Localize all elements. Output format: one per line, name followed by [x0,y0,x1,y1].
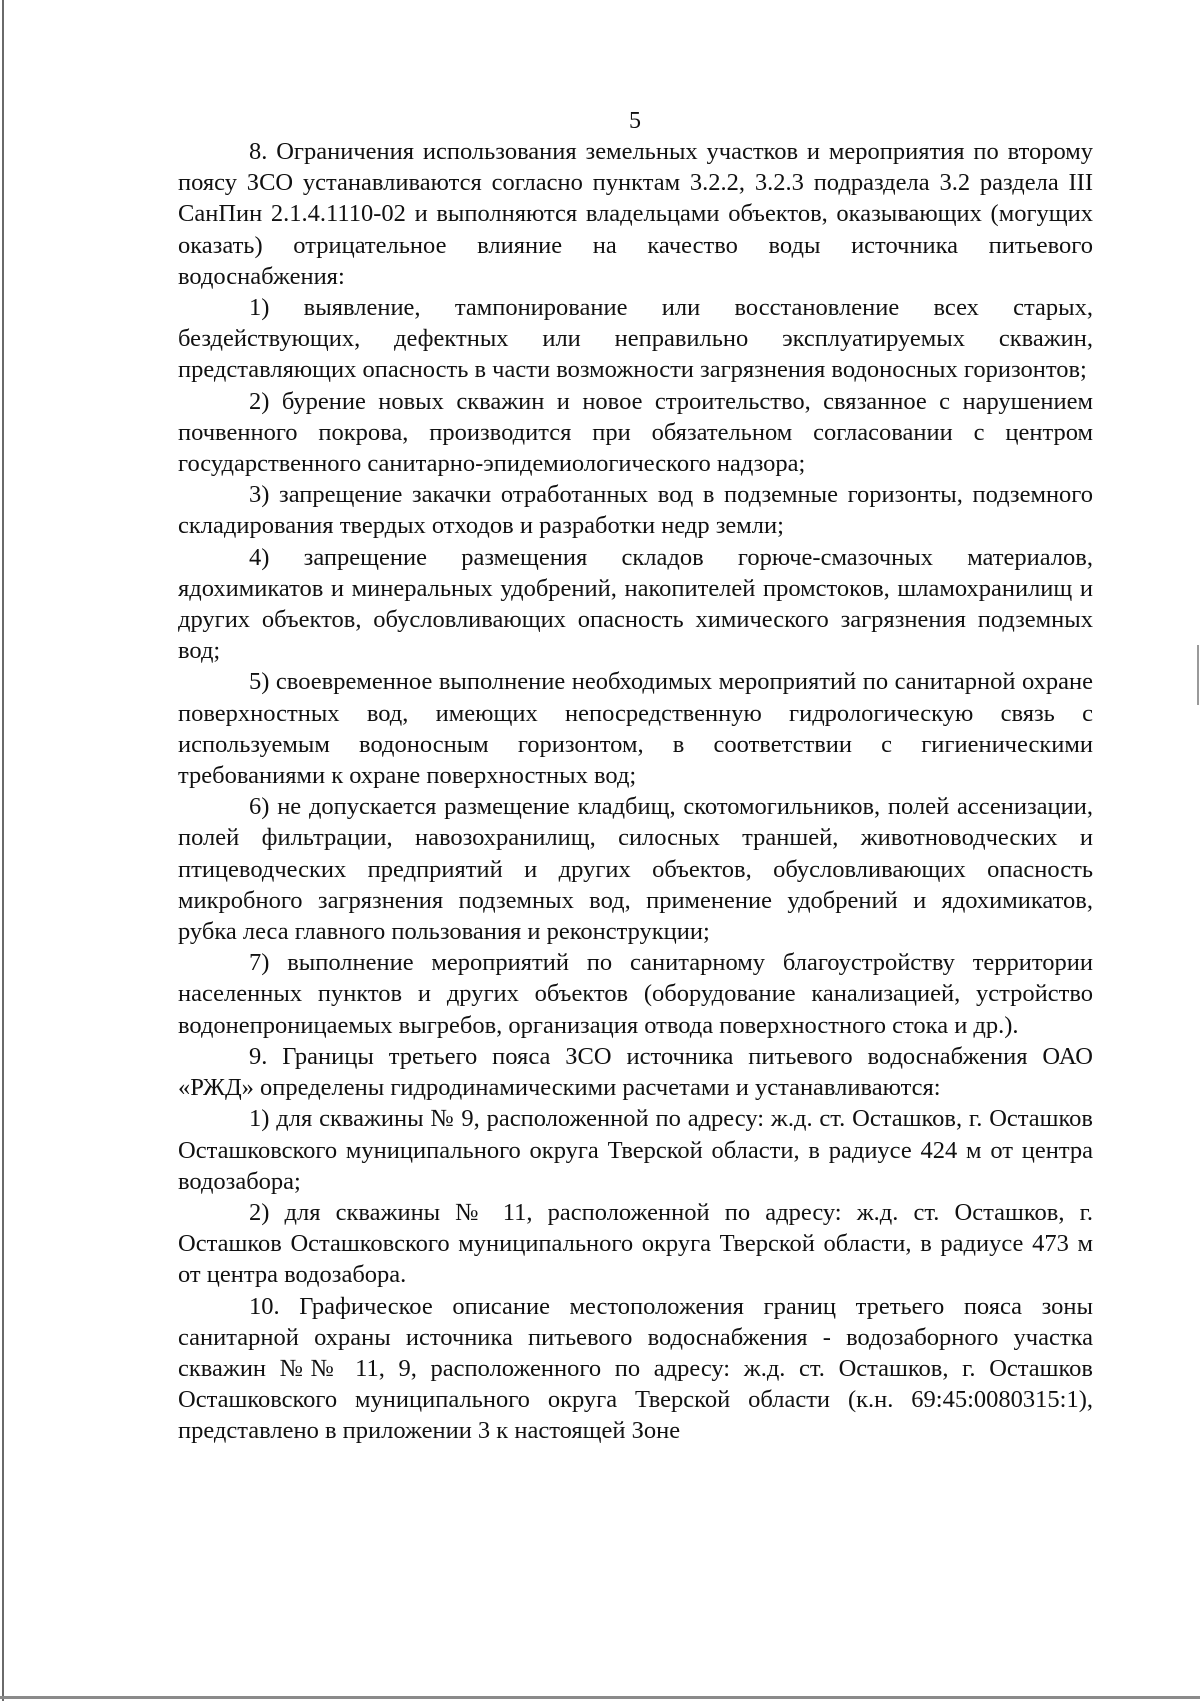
paragraph-subitem-8-1: 1) выявление, тампонирование или восстановление всех старых, бездействующих, дефектных или неправильно эксплуатируемых скважин, представляющих опасность в части возможности загрязнения водоносных горизонтов; [178,294,1093,384]
paragraph-item-8: 8. Ограничения использования земельных участков и мероприятия по второму поясу ЗСО устанавливаются согласно пунктам 3.2.2, 3.2.3 подраздела 3.2 раздела III СанПин 2.1.4.1110-02 и выполняются владельцами объектов, оказывающих (могущих оказать) отрицательное влияние на качество воды источника питьевого водоснабжения: [178,138,1093,290]
paragraph-subitem-8-4: 4) запрещение размещения складов горюче-смазочных материалов, ядохимикатов и минеральных удобрений, накопителей промстоков, шламохранилищ и других объектов, обусловливающих опасность химического загрязнения подземных вод; [178,543,1093,665]
paragraph-subitem-9-1: 1) для скважины № 9, расположенной по адресу: ж.д. ст. Осташков, г. Осташков Осташковского муниципального округа Тверской области, в радиусе 424 м от центра водозабора; [178,1105,1093,1195]
paragraph-subitem-8-5: 5) своевременное выполнение необходимых мероприятий по санитарной охране поверхностных вод, имеющих непосредственную гидрологическую связь с используемым водоносным горизонтом, в соответствии с гигиеническими требованиями к охране поверхностных вод; [178,668,1093,790]
scan-edge-right-mark [1197,645,1199,705]
scan-edge-left [2,0,4,1701]
paragraph-subitem-8-7: 7) выполнение мероприятий по санитарному благоустройству территории населенных пунктов и других объектов (оборудование канализацией, устройство водонепроницаемых выгребов, организация отвода поверхностного стока и др.). [178,949,1093,1039]
document-body [178,136,1093,1447]
scan-edge-bottom [0,1696,1200,1699]
paragraph-item-9: 9. Границы третьего пояса ЗСО источника питьевого водоснабжения ОАО «РЖД» определены гидродинамическими расчетами и устанавливаются: [178,1042,1093,1102]
paragraph-subitem-9-2: 2) для скважины № 11, расположенной по адресу: ж.д. ст. Осташков, г. Осташков Осташковского муниципального округа Тверской области, в радиусе 473 м от центра водозабора. [178,1198,1093,1289]
page-number: 5 [629,108,641,134]
paragraph-item-10: 10. Графическое описание местоположения границ третьего пояса зоны санитарной охраны источника питьевого водоснабжения - водозаборного участка скважин №№ 11, 9, расположенного по адресу: ж.д. ст. Осташков, г. Осташков Осташковского муниципального округа Тверской области (к.н. 69:45:0080315:1), представлено в приложении 3 к настоящей Зоне [178,1292,1093,1445]
paragraph-subitem-8-3: 3) запрещение закачки отработанных вод в подземные горизонты, подземного складирования твердых отходов и разработки недр земли; [178,481,1093,540]
paragraph-subitem-8-6: 6) не допускается размещение кладбищ, скотомогильников, полей ассенизации, полей фильтрации, навозохранилищ, силосных траншей, животноводческих и птицеводческих предприятий и других объектов, обусловливающих опасность микробного загрязнения подземных вод, применение удобрений и ядохимикатов, рубка леса главного пользования и реконструкции; [178,793,1093,946]
paragraph-subitem-8-2: 2) бурение новых скважин и новое строительство, связанное с нарушением почвенного покрова, производится при обязательном согласовании с центром государственного санитарно-эпидемиологического надзора; [178,387,1093,478]
